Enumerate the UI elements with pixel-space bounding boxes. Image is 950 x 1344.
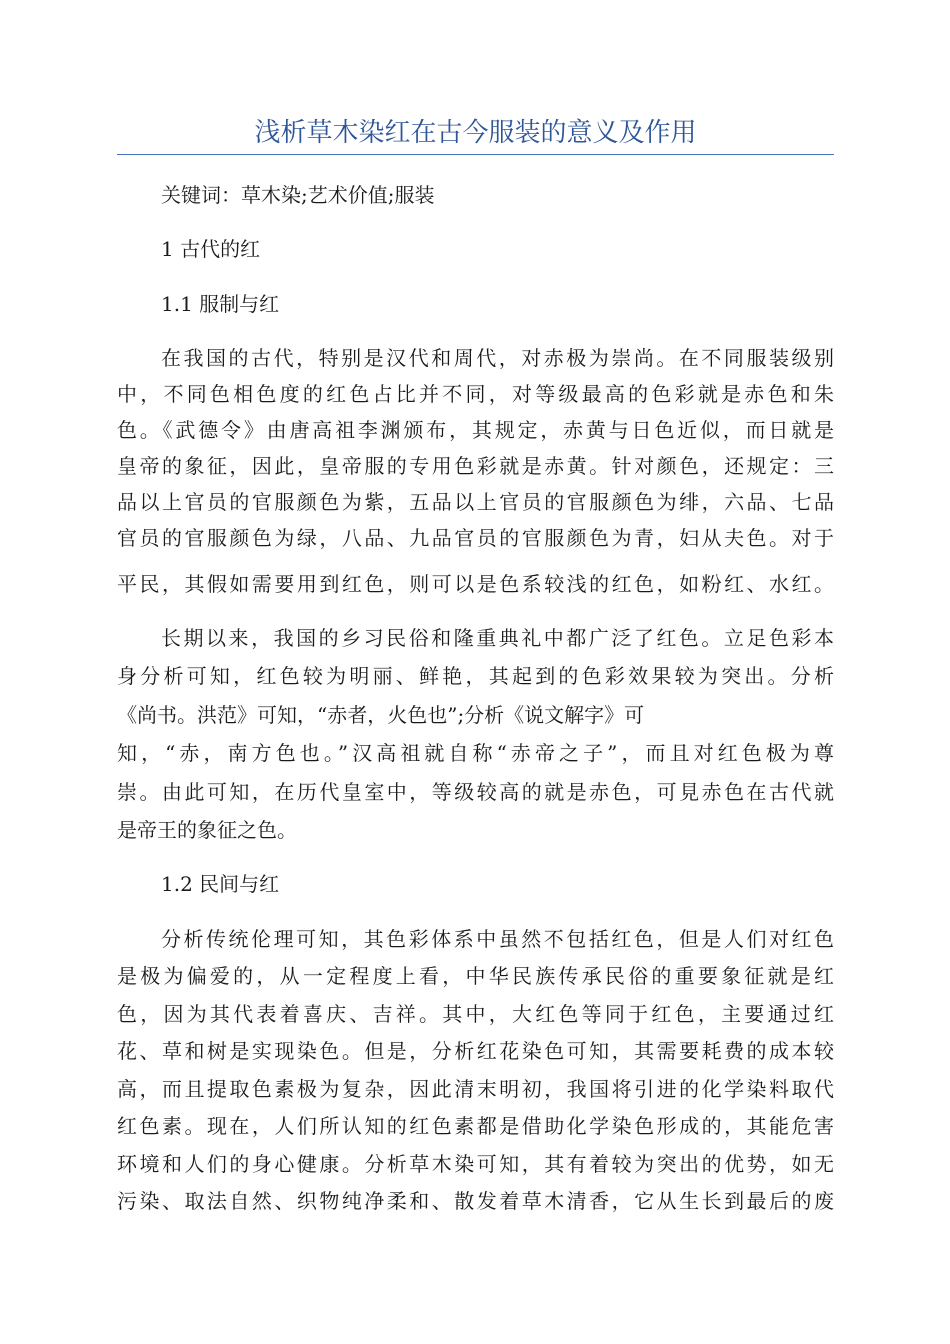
paragraph-1-line: 色。《武德令》由唐高祖李渊颁布，其规定，赤黄与日色近似，而日就是 (117, 418, 834, 442)
paragraph-2-line: 身分析可知，红色较为明丽、鲜艳，其起到的色彩效果较为突出。分析 (117, 664, 834, 688)
paragraph-3-line: 环境和人们的身心健康。分析草木染可知，其有着较为突出的优势，如无 (117, 1152, 834, 1176)
paragraph-2-line: 长期以来，我国的乡习民俗和隆重典礼中都广泛了红色。立足色彩本 (161, 626, 834, 650)
paragraph-2-line: 《尚书。洪范》可知，“赤者，火色也”;分析《说文解字》可 (117, 703, 645, 727)
paragraph-1-line: 平民，其假如需要用到红色，则可以是色系较浅的红色，如粉红、水红。 (117, 572, 834, 596)
paragraph-1-line: 在我国的古代，特别是汉代和周代，对赤极为崇尚。在不同服装级别 (161, 346, 834, 370)
paragraph-3-line: 花、草和树是实现染色。但是，分析红花染色可知，其需要耗费的成本较 (117, 1039, 834, 1063)
paragraph-3-line: 是极为偏爱的，从一定程度上看，中华民族传承民俗的重要象征就是红 (117, 964, 834, 988)
paragraph-1-line: 官员的官服颜色为绿，八品、九品官员的官服颜色为青，妇从夫色。对于 (117, 526, 834, 550)
paragraph-3-line: 污染、取法自然、织物纯净柔和、散发着草木清香，它从生长到最后的废 (117, 1189, 834, 1213)
section-heading-1: 1 古代的红 (161, 237, 261, 261)
page-title: 浅析草木染红在古今服装的意义及作用 (254, 118, 697, 148)
paragraph-1-line: 中，不同色相色度的红色占比并不同，对等级最高的色彩就是赤色和朱 (117, 382, 834, 406)
paragraph-2-line: 崇。由此可知，在历代皇室中，等级较高的就是赤色，可見赤色在古代就 (117, 780, 834, 804)
paragraph-2-line: 知，“赤，南方色也。”汉高祖就自称“赤帝之子”，而且对红色极为尊 (117, 741, 834, 765)
paragraph-1-line: 皇帝的象征，因此，皇帝服的专用色彩就是赤黄。针对颜色，还规定：三 (117, 454, 834, 478)
section-heading-1-2: 1.2 民间与红 (161, 872, 280, 896)
title-underline (117, 154, 834, 155)
section-heading-1-1: 1.1 服制与红 (161, 292, 280, 316)
paragraph-3-line: 色，因为其代表着喜庆、吉祥。其中，大红色等同于红色，主要通过红 (117, 1002, 834, 1026)
paragraph-1-line: 品以上官员的官服颜色为紫，五品以上官员的官服颜色为绯，六品、七品 (117, 490, 834, 514)
paragraph-3-line: 分析传统伦理可知，其色彩体系中虽然不包括红色，但是人们对红色 (161, 927, 834, 951)
keywords-line: 关键词：草木染;艺术价值;服装 (161, 183, 435, 207)
paragraph-3-line: 高，而且提取色素极为复杂，因此清末明初，我国将引进的化学染料取代 (117, 1077, 834, 1101)
paragraph-3-line: 红色素。现在，人们所认知的红色素都是借助化学染色形成的，其能危害 (117, 1114, 834, 1138)
paragraph-2-line: 是帝王的象征之色。 (117, 818, 297, 842)
